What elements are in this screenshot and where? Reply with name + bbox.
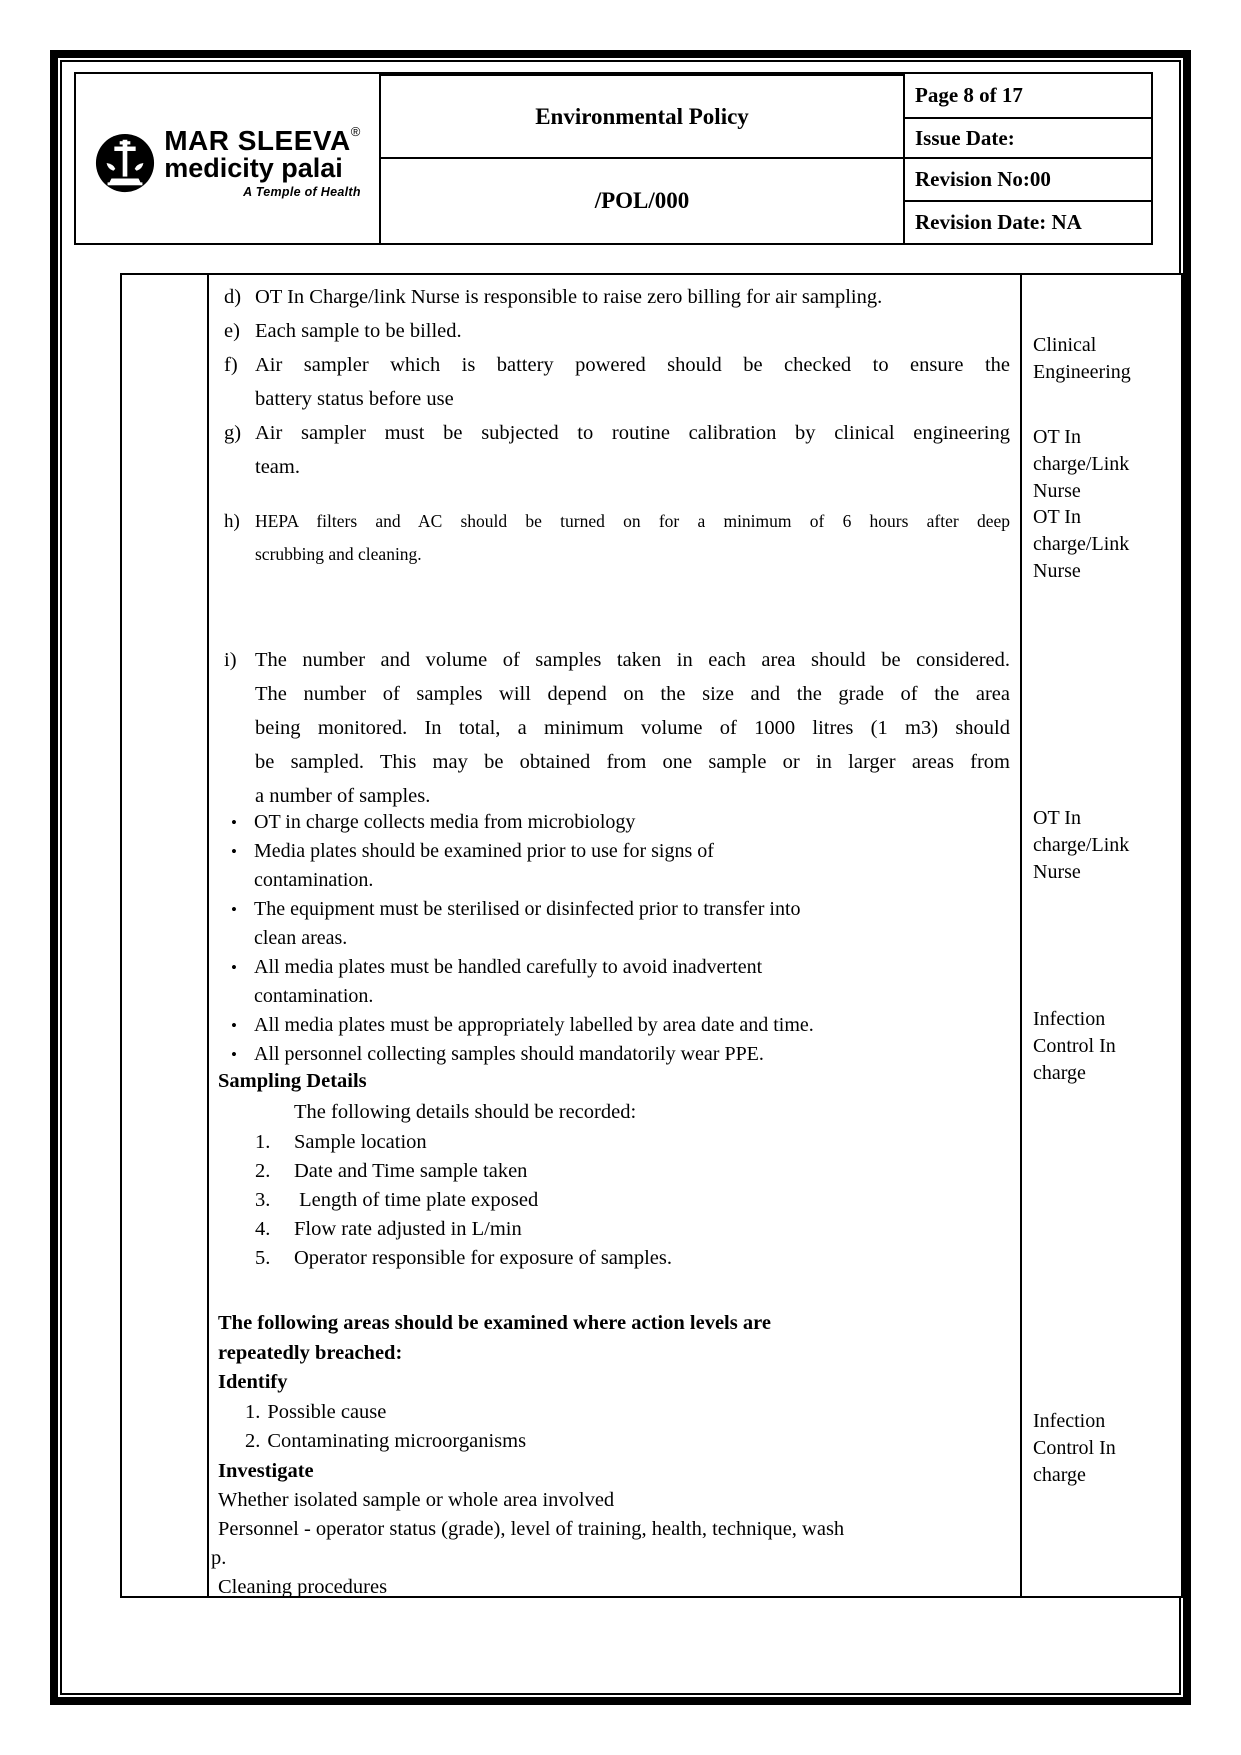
bullet-item [209,895,1020,953]
item-text: Sample location [294,1131,427,1153]
responsibility-line: charge/Link [1033,453,1130,475]
bullet-line: contamination. [254,869,374,891]
logo-name-line1: MAR SLEEVA® [164,124,361,156]
item-number: 2. [255,1160,271,1182]
item-marker: i) [224,649,237,671]
item-marker: d) [224,286,242,308]
sampling-details-heading: Sampling Details [218,1070,367,1092]
bullet-icon: • [231,842,237,861]
item-number: 3. [255,1189,271,1211]
sampling-intro: The following details should be recorded: [294,1101,637,1123]
item-line: Air sampler which is battery powered should be checked to ensure the [255,354,1010,376]
responsibility-line: Nurse [1033,480,1081,502]
item-text: Operator responsible for exposure of samples. [294,1247,672,1269]
item-marker: e) [224,320,240,342]
item-line: Air sampler must be subjected to routine calibration by clinical engineering [255,422,1010,444]
item-line: team. [255,456,300,478]
item-text: Possible cause [267,1400,387,1423]
responsibility-entry [1033,424,1179,505]
responsibility-line: Clinical [1033,334,1097,356]
revision-number: Revision No:00 [903,157,1151,200]
bullet-icon: • [231,813,237,832]
responsibility-line: OT In [1033,426,1081,448]
responsibility-line: OT In [1033,807,1081,829]
responsibility-line: Control In [1033,1035,1116,1057]
responsibility-line: charge/Link [1033,533,1130,555]
list-item-h [209,505,1020,571]
investigate-line: p. [211,1547,227,1569]
item-text: Flow rate adjusted in L/min [294,1218,522,1240]
logo [76,74,379,243]
identify-heading: Identify [218,1371,288,1393]
item-text: Length of time plate exposed [294,1189,539,1211]
item-line: being monitored. In total, a minimum volume of 1000 litres (1 m3) should [255,717,1010,739]
numbered-item [209,1157,1020,1186]
item-number: 4. [255,1218,271,1240]
policy-content-table [120,273,1183,1598]
responsibility-entry [1033,1408,1179,1489]
responsibility-line: OT In [1033,506,1081,528]
responsibility-entry [1033,504,1179,585]
item-line: Each sample to be billed. [255,320,462,342]
bullet-icon: • [231,958,237,977]
investigate-line: Cleaning procedures [218,1576,388,1598]
registered-trademark-icon: ® [350,124,361,139]
sampling-details-section [209,1065,1020,1273]
responsibility-line: charge [1033,1062,1086,1084]
numbered-item [209,1128,1020,1157]
item-text: Date and Time sample taken [294,1160,528,1182]
numbered-item [209,1186,1020,1215]
investigate-heading: Investigate [218,1459,314,1482]
responsibility-line: Control In [1033,1437,1116,1459]
revision-date: Revision Date: NA [903,200,1151,243]
responsibility-line: Infection [1033,1410,1106,1432]
bullet-item [209,808,1020,837]
investigate-line: Whether isolated sample or whole area involved [218,1489,615,1511]
empty-left-column [122,275,209,1596]
item-number: 1. [245,1400,261,1423]
list-item-h-group [209,505,1020,571]
policy-text-cell [209,275,1022,1596]
list-item-i [209,643,1020,813]
item-line: HEPA filters and AC should be turned on for a minimum of 6 hours after deep [255,511,1010,531]
bullet-item [209,1011,1020,1040]
numbered-item [209,1215,1020,1244]
breach-heading-line: repeatedly breached: [218,1341,403,1364]
bullet-line: contamination. [254,985,374,1007]
list-item-g [209,416,1020,484]
bullet-item [209,953,1020,1011]
item-marker: h) [224,511,240,532]
breach-heading-line: The following areas should be examined where action levels are [218,1312,771,1334]
bullet-line: Media plates should be examined prior to use for signs of [254,840,714,862]
item-number: 2. [245,1430,261,1452]
bullet-line: All media plates must be handled carefully to avoid inadvertent [254,956,763,978]
document-code: /POL/000 [379,157,903,243]
bullet-line: All media plates must be appropriately labelled by area date and time. [254,1014,814,1036]
item-number: 1. [255,1131,271,1153]
bullet-icon: • [231,1045,237,1064]
item-number: 5. [255,1247,271,1269]
item-line: scrubbing and cleaning. [255,544,422,564]
document-header-table [74,72,1153,245]
item-text: Contaminating microorganisms [267,1430,527,1452]
logo-text [164,118,361,199]
bullet-line: The equipment must be sterilised or disinfected prior to transfer into [254,898,801,920]
action-levels-section [209,1309,1020,1602]
item-line: be sampled. This may be obtained from one sample or in larger areas from [255,751,1010,773]
list-item-f [209,348,1020,416]
identify-item [209,1398,1020,1428]
logo-tagline: A Temple of Health [243,185,361,199]
responsibility-line: Engineering [1033,361,1131,383]
responsibility-line: Nurse [1033,560,1081,582]
list-item-d [209,280,1020,314]
responsibility-entry [1033,1006,1179,1087]
logo-row [94,118,361,199]
lettered-list-d-to-g [209,280,1020,484]
investigate-line: Personnel - operator status (grade), level of training, health, technique, wash [218,1518,845,1540]
list-item-i-group [209,643,1020,813]
list-item-e [209,314,1020,348]
bullet-icon: • [231,900,237,919]
item-line: battery status before use [255,388,454,410]
responsibility-entry [1033,332,1179,386]
bullet-icon: • [231,1016,237,1035]
logo-name-line2: medicity palai [164,153,343,183]
responsibility-column [1022,275,1181,1596]
document-title: Environmental Policy [379,74,903,157]
bullet-line: OT in charge collects media from microbiology [254,811,636,833]
responsibility-line: charge [1033,1464,1086,1486]
bullet-item [209,837,1020,895]
responsibility-entry [1033,805,1179,886]
item-marker: f) [224,354,238,376]
responsibility-line: charge/Link [1033,834,1130,856]
identify-item [209,1427,1020,1457]
bullet-list [209,808,1020,1069]
responsibility-line: Infection [1033,1008,1106,1030]
mar-sleeva-cross-emblem-icon [94,132,156,194]
responsibility-line: Nurse [1033,861,1081,883]
numbered-item [209,1244,1020,1273]
page-number: Page 8 of 17 [903,74,1151,117]
item-line: OT In Charge/link Nurse is responsible to raise zero billing for air sampling. [255,286,883,308]
item-line: The number and volume of samples taken in each area should be considered. [255,649,1010,671]
item-line: a number of samples. [255,785,431,807]
issue-date-label: Issue Date: [903,117,1151,157]
bullet-line: All personnel collecting samples should mandatorily wear PPE. [254,1043,764,1065]
item-marker: g) [224,422,242,444]
item-line: The number of samples will depend on the size and the grade of the area [255,683,1010,705]
bullet-line: clean areas. [254,927,348,949]
